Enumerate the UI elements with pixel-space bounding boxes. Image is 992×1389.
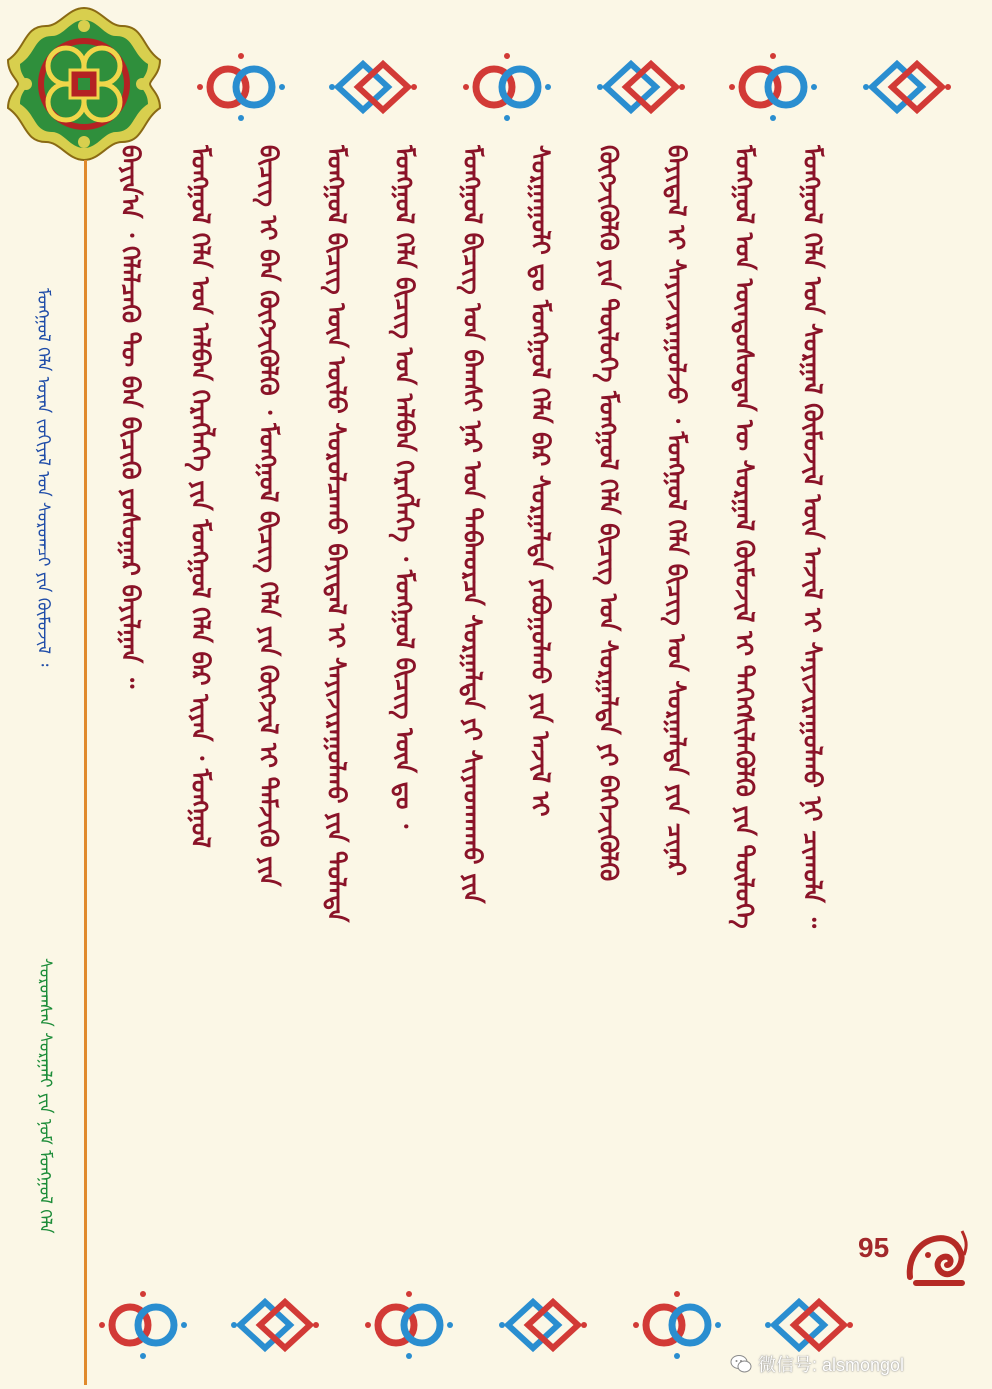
running-header-top: ᠮᠣᠩᠭᠣᠯ ᠬᠡᠯᠡ ᠤᠷᠠᠨ ᠵᠣᠬᠢᠶᠠᠯ ᠤᠨ ᠰᠤᠷᠤᠭᠴᠢ ᠶᠢᠨ ᠬᠥᠮᠦᠵᠢᠯ ᠄ [33, 288, 53, 667]
circle-knot-ornament-icon [98, 1290, 188, 1360]
text-column: ᠮᠣᠩᠭᠣᠯ ᠬᠡᠯᠡ ᠤᠨ ᠰᠤᠷᠭᠠᠯ ᠬᠦᠮᠦᠵᠢᠯ ᠦᠨ ᠠᠵᠢᠯ ᠢ ᠰᠠᠶᠢᠵᠢᠷᠠᠭᠤᠯᠬᠤ ᠨᠢ ᠴᠢᠬᠤᠯᠠ ᠃ [798, 145, 827, 928]
ornament-medallion-icon [4, 4, 164, 164]
diamond-knot-ornament-icon [764, 1290, 854, 1360]
diamond-knot-ornament-icon [230, 1290, 320, 1360]
horse-emblem-icon [902, 1225, 972, 1295]
circle-knot-ornament-icon [728, 52, 818, 122]
text-column: ᠮᠣᠩᠭᠣᠯ ᠪᠢᠴᠢᠭ ᠦᠨ ᠦᠯᠦ ᠰᠤᠷᠤᠯᠴᠠᠬᠤ ᠪᠠᠶᠢᠳᠠᠯ ᠢ ᠰᠠᠶᠢᠵᠢᠷᠠᠭᠤᠯᠬᠤ ᠶᠢᠨ ᠲᠤᠯᠠᠳᠠ [322, 145, 351, 923]
text-column: ᠮᠣᠩᠭᠣᠯ ᠤᠨ ᠦᠨᠳᠦᠰᠦᠲᠡᠨ ᠦ ᠰᠤᠷᠭᠠᠯ ᠬᠦᠮᠦᠵᠢᠯ ᠢ ᠳᠡᠭᠡᠭᠰᠢᠯᠡᠭᠦᠯᠬᠦ ᠶᠢᠨ ᠲᠥᠯᠦᠭᠡ [730, 145, 759, 929]
circle-knot-ornament-icon [364, 1290, 454, 1360]
running-header-bottom: ᠰᠤᠷᠤᠭᠰᠠᠨ ᠰᠤᠷᠭᠠᠯᠢ ᠶᠢᠨ ᠨᠣᠮ ᠮᠣᠩᠭᠣᠯ ᠬᠡᠯᠡ [35, 958, 55, 1234]
text-column: ᠪᠠᠶᠢᠨ᠎ᠠ ᠂ ᠬᠡᠯᠡᠯᠴᠡᠬᠦ ᠲᠦ ᠪᠠᠨ ᠪᠢᠴᠢᠬᠦ ᠶᠤᠰᠤᠭᠠᠷ ᠪᠠᠶᠢᠯᠭᠠᠨ ᠃ [116, 145, 145, 689]
text-column: ᠬᠥᠭᠵᠢᠭᠦᠯᠬᠦ ᠶᠢᠨ ᠲᠥᠯᠦᠭᠡ ᠮᠣᠩᠭᠣᠯ ᠬᠡᠯᠡ ᠪᠢᠴᠢᠭ ᠤᠨ ᠰᠤᠷᠭᠠᠯᠲᠠ ᠶᠢ ᠪᠡᠬᠡᠵᠢᠭᠦᠯᠬᠦ [594, 145, 623, 882]
watermark-label: 微信号: alsmongol [758, 1355, 905, 1375]
diamond-knot-ornament-icon [498, 1290, 588, 1360]
text-column: ᠪᠠᠶᠢᠳᠠᠯ ᠢ ᠰᠠᠶᠢᠵᠢᠷᠠᠭᠤᠯᠵᠤ ᠂ ᠮᠣᠩᠭᠣᠯ ᠬᠡᠯᠡ ᠪᠢᠴᠢᠭ ᠤᠨ ᠰᠤᠷᠭᠠᠯᠲᠠ ᠶᠢᠨ ᠴᠢᠨᠠᠷ [662, 145, 691, 876]
text-column: ᠮᠣᠩᠭᠣᠯ ᠬᠡᠯᠡ ᠤᠨ ᠠᠯᠪᠠᠨ ᠬᠡᠷᠡᠭᠯᠡᠭᠡ ᠶᠢᠨ ᠮᠣᠩᠭᠣᠯ ᠬᠡᠯᠡ ᠪᠡᠷ ᠢᠶᠡᠨ ᠂ ᠮᠣᠩᠭᠣᠯ [186, 145, 215, 848]
diamond-knot-ornament-icon [862, 52, 952, 122]
watermark [730, 1351, 904, 1377]
circle-knot-ornament-icon [462, 52, 552, 122]
text-column: ᠮᠣᠩᠭᠣᠯ ᠬᠡᠯᠡ ᠪᠢᠴᠢᠭ ᠤᠨ ᠠᠯᠪᠠᠨ ᠬᠡᠷᠡᠭᠯᠡᠭᠡ ᠂ ᠮᠣᠩᠭᠣᠯ ᠪᠢᠴᠢᠭ ᠦᠨ ᠳᠤ ᠂ [390, 145, 419, 829]
diamond-knot-ornament-icon [328, 52, 418, 122]
circle-knot-ornament-icon [196, 52, 286, 122]
text-column: ᠰᠤᠷᠭᠠᠭᠤᠯᠢ ᠳᠤ ᠮᠣᠩᠭᠣᠯ ᠬᠡᠯᠡ ᠪᠡᠷ ᠰᠤᠷᠭᠠᠯᠲᠠ ᠶᠠᠪᠤᠭᠤᠯᠬᠤ ᠶᠢᠨ ᠠᠵᠢᠯ ᠢ [526, 145, 555, 817]
page-number: 95 [858, 1232, 890, 1263]
vertical-rule [84, 160, 87, 1385]
text-column: ᠮᠣᠩᠭᠣᠯ ᠪᠢᠴᠢᠭ ᠤᠨ ᠪᠠᠭᠰᠢ ᠨᠠᠷ ᠤᠨ ᠳᠠᠪᠬᠤᠷᠴᠠ ᠰᠤᠷᠭᠠᠯᠲᠠ ᠶᠢ ᠰᠢᠶᠠᠳᠬᠠᠬᠤ ᠶᠢᠨ [458, 145, 487, 904]
text-column: ᠪᠢᠴᠢᠭ ᠢ ᠪᠠᠨ ᠬᠥᠭᠵᠢᠭᠦᠯᠬᠦ ᠂ ᠮᠣᠩᠭᠣᠯ ᠪᠢᠴᠢᠭ ᠬᠡᠯᠡ ᠶᠢᠨ ᠬᠥᠭᠵᠢᠯ ᠢ ᠳᠡᠮᠵᠢᠬᠦ ᠶᠢᠨ [254, 145, 283, 887]
diamond-knot-ornament-icon [596, 52, 686, 122]
circle-knot-ornament-icon [632, 1290, 722, 1360]
wechat-icon [730, 1354, 752, 1374]
